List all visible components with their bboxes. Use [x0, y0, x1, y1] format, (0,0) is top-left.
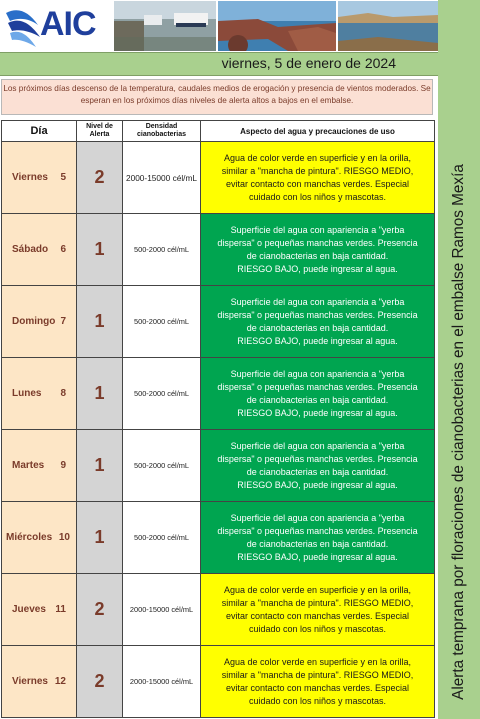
aspect-line: Superficie del agua con apariencia a "yerba: [230, 368, 405, 379]
header-dia: Día: [2, 121, 77, 142]
density: 500-2000 cél/mL: [123, 286, 201, 358]
day-cell: [2, 646, 77, 718]
aspect-line: dispersa" o pequeñas manchas verdes. Presencia: [217, 309, 418, 320]
day-cell: [2, 142, 77, 214]
notice-line-2: esperan en los próximos días niveles de alerta altos a bajos en el embalse.: [80, 96, 354, 105]
report-date: viernes, 5 de enero de 2024: [221, 55, 396, 71]
aspect-line: Agua de color verde en superficie y en la orilla,: [223, 584, 412, 595]
alert-level: 1: [77, 502, 123, 574]
alert-level: 1: [77, 286, 123, 358]
photo-cliffs: [218, 1, 336, 51]
aspect-text: [201, 646, 435, 718]
aspect-line: evitar contacto con manchas verdes. Especial: [225, 610, 410, 621]
aspect-text: [201, 286, 435, 358]
alert-level: 2: [77, 646, 123, 718]
aic-logo: [4, 3, 112, 49]
aspect-line: evitar contacto con manchas verdes. Especial: [225, 178, 410, 189]
table-row: [2, 574, 435, 646]
aspect-line: cuidado con los niños y mascotas.: [248, 191, 387, 202]
aspect-line: de cianobacterias en baja cantidad.: [246, 322, 389, 333]
header-nivel: [77, 121, 123, 142]
aspect-line: Superficie del agua con apariencia a "yerba: [230, 296, 405, 307]
density: 2000-15000 cél/mL: [123, 574, 201, 646]
density: 2000-15000 cél/mL: [123, 142, 201, 214]
aspect-line: RIESGO BAJO, puede ingresar al agua.: [237, 263, 398, 274]
header-nivel-line1: Nivel de: [86, 123, 113, 130]
table-row: [2, 214, 435, 286]
day-cell: [2, 574, 77, 646]
aspect-text: [201, 574, 435, 646]
aspect-line: RIESGO BAJO, puede ingresar al agua.: [237, 551, 398, 562]
aspect-line: RIESGO BAJO, puede ingresar al agua.: [237, 335, 398, 346]
day-number: 10: [58, 532, 70, 543]
aspect-line: Agua de color verde en superficie y en la orilla,: [223, 152, 412, 163]
aspect-line: similar a "mancha de pintura". RIESGO MEDIO,: [221, 597, 414, 608]
day-number: 6: [60, 244, 66, 255]
day-number: 11: [55, 604, 66, 615]
day-name: Lunes: [12, 388, 42, 399]
aspect-line: RIESGO BAJO, puede ingresar al agua.: [237, 407, 398, 418]
density: 500-2000 cél/mL: [123, 358, 201, 430]
aspect-line: Agua de color verde en superficie y en la orilla,: [223, 656, 412, 667]
alert-level: 1: [77, 358, 123, 430]
side-banner-title: Alerta temprana por floraciones de cianobacterias en el embalse Ramos Mexía: [450, 164, 467, 700]
day-cell: [2, 502, 77, 574]
aspect-line: cuidado con los niños y mascotas.: [248, 695, 387, 706]
aspect-text: [201, 358, 435, 430]
alert-level: 1: [77, 214, 123, 286]
table-row: [2, 142, 435, 214]
aspect-line: dispersa" o pequeñas manchas verdes. Presencia: [217, 453, 418, 464]
aspect-line: dispersa" o pequeñas manchas verdes. Presencia: [217, 381, 418, 392]
day-number: 5: [60, 172, 66, 183]
aspect-text: [201, 502, 435, 574]
table-row: [2, 502, 435, 574]
aspect-line: de cianobacterias en baja cantidad.: [246, 394, 389, 405]
aspect-line: de cianobacterias en baja cantidad.: [246, 250, 389, 261]
aspect-line: evitar contacto con manchas verdes. Especial: [225, 682, 410, 693]
density: 500-2000 cél/mL: [123, 214, 201, 286]
header-aspecto: Aspecto del agua y precauciones de uso: [201, 121, 435, 142]
density: 500-2000 cél/mL: [123, 502, 201, 574]
header-densidad: [123, 121, 201, 142]
side-banner: [438, 0, 480, 719]
date-strip: [0, 52, 438, 76]
alert-level: 2: [77, 142, 123, 214]
density: 2000-15000 cél/mL: [123, 646, 201, 718]
page-header: [0, 0, 438, 52]
day-name: Domingo: [12, 316, 56, 327]
day-number: 8: [60, 388, 66, 399]
day-name: Miércoles: [6, 532, 53, 543]
day-cell: [2, 286, 77, 358]
header-nivel-line2: Alerta: [89, 131, 110, 138]
wave-icon: [4, 3, 44, 49]
forecast-notice: [1, 79, 433, 115]
aspect-text: [201, 214, 435, 286]
day-number: 12: [54, 676, 66, 687]
aspect-line: cuidado con los niños y mascotas.: [248, 623, 387, 634]
day-name: Viernes: [12, 172, 48, 183]
aspect-line: similar a "mancha de pintura". RIESGO MEDIO,: [221, 669, 414, 680]
aspect-line: dispersa" o pequeñas manchas verdes. Presencia: [217, 525, 418, 536]
header-densidad-line2: cianobacterias: [136, 131, 187, 138]
day-cell: [2, 214, 77, 286]
density: 500-2000 cél/mL: [123, 430, 201, 502]
aspect-line: dispersa" o pequeñas manchas verdes. Presencia: [217, 237, 418, 248]
aspect-line: de cianobacterias en baja cantidad.: [246, 538, 389, 549]
table-row: [2, 646, 435, 718]
table-row: [2, 358, 435, 430]
day-name: Viernes: [12, 676, 48, 687]
table-row: [2, 286, 435, 358]
table-row: [2, 430, 435, 502]
photo-lake: [338, 1, 438, 51]
day-name: Martes: [12, 460, 45, 471]
aspect-line: RIESGO BAJO, puede ingresar al agua.: [237, 479, 398, 490]
notice-line-1: Los próximos días descenso de la temperatura, caudales medios de erogación y presencia de vientos moderados. Se: [3, 84, 431, 93]
alert-table: [1, 120, 435, 718]
header-densidad-line1: Densidad: [145, 123, 178, 130]
alert-level: 2: [77, 574, 123, 646]
day-name: Jueves: [12, 604, 46, 615]
day-number: 9: [60, 460, 66, 471]
aspect-line: Superficie del agua con apariencia a "yerba: [230, 440, 405, 451]
day-name: Sábado: [12, 244, 49, 255]
aspect-text: [201, 142, 435, 214]
table-header-row: [2, 121, 435, 142]
alert-level: 1: [77, 430, 123, 502]
aspect-line: similar a "mancha de pintura". RIESGO MEDIO,: [221, 165, 414, 176]
aspect-text: [201, 430, 435, 502]
day-number: 7: [60, 316, 66, 327]
day-cell: [2, 430, 77, 502]
logo-text: AIC: [40, 5, 96, 43]
aspect-line: Superficie del agua con apariencia a "yerba: [230, 512, 405, 523]
photo-boats: [114, 1, 216, 51]
aspect-line: Superficie del agua con apariencia a "yerba: [230, 224, 405, 235]
aspect-line: de cianobacterias en baja cantidad.: [246, 466, 389, 477]
day-cell: [2, 358, 77, 430]
